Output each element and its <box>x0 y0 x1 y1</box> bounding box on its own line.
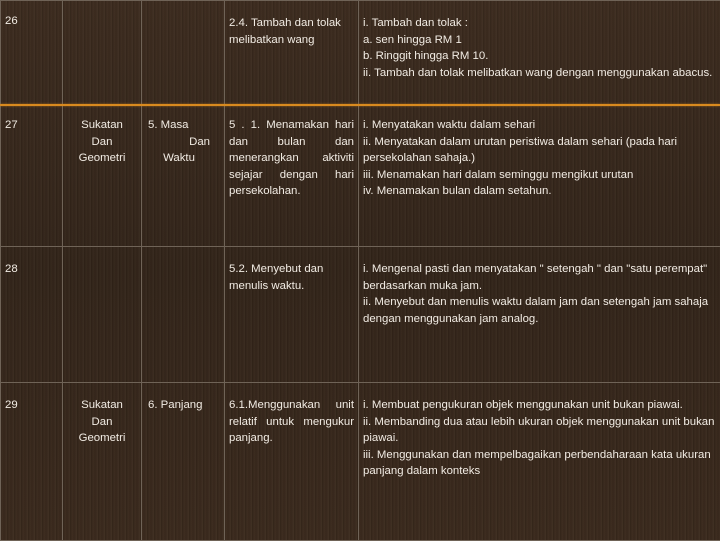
kriteria-line: i. Tambah dan tolak : <box>363 15 716 32</box>
row-number: 26 <box>1 1 63 105</box>
kriteria-line: ii. Tambah dan tolak melibatkan wang dengan menggunakan abacus. <box>363 65 716 82</box>
kriteria-cell <box>359 105 720 247</box>
kriteria-cell <box>359 1 720 105</box>
kriteria-line: b. Ringgit hingga RM 10. <box>363 48 716 65</box>
bidang-line: Dan <box>67 134 137 151</box>
standard-cell <box>225 247 359 383</box>
table-row <box>1 247 720 383</box>
kriteria-cell <box>359 247 720 383</box>
table-row <box>1 383 720 541</box>
kriteria-line: i. Mengenal pasti dan menyatakan " setengah " dan "satu perempat" <box>363 261 716 278</box>
bidang-line: Geometri <box>67 430 137 447</box>
table-row <box>1 105 720 247</box>
tajuk-line: 5. Masa <box>148 117 210 134</box>
row-number: 27 <box>1 105 63 247</box>
table-row <box>1 1 720 105</box>
bidang-line: Dan <box>67 414 137 431</box>
tajuk-cell <box>142 383 225 541</box>
kriteria-line: a. sen hingga RM 1 <box>363 32 716 49</box>
tajuk-cell <box>142 247 225 383</box>
bidang-cell <box>63 383 142 541</box>
standard-cell <box>225 105 359 247</box>
bidang-cell <box>63 1 142 105</box>
tajuk-cell <box>142 1 225 105</box>
accent-divider-line <box>0 104 720 106</box>
row-number: 28 <box>1 247 63 383</box>
kriteria-line: iv. Menamakan bulan dalam setahun. <box>363 183 716 200</box>
row-number: 29 <box>1 383 63 541</box>
standard-cell <box>225 383 359 541</box>
bidang-line: Geometri <box>67 150 137 167</box>
bidang-line: Sukatan <box>67 117 137 134</box>
tajuk-line: Waktu <box>148 150 210 167</box>
kriteria-line: berdasarkan muka jam. <box>363 278 716 295</box>
kriteria-line: iii. Menamakan hari dalam seminggu mengikut urutan <box>363 167 716 184</box>
tajuk-line: 6. Panjang <box>148 397 220 414</box>
kriteria-line: ii. Menyatakan dalam urutan peristiwa dalam sehari (pada hari persekolahan sahaja.) <box>363 134 716 167</box>
bidang-cell <box>63 247 142 383</box>
kriteria-line: dengan menggunakan jam analog. <box>363 311 716 328</box>
kriteria-line: ii. Menyebut dan menulis waktu dalam jam dan setengah jam sahaja <box>363 294 716 311</box>
tajuk-line: Dan <box>148 134 210 151</box>
kriteria-cell <box>359 383 720 541</box>
standard-cell <box>225 1 359 105</box>
tajuk-cell <box>142 105 225 247</box>
standard-text: 2.4. Tambah dan tolak melibatkan wang <box>229 15 354 48</box>
standard-text: 5.2. Menyebut dan menulis waktu. <box>229 261 354 294</box>
bidang-cell <box>63 105 142 247</box>
bidang-line: Sukatan <box>67 397 137 414</box>
kriteria-line: iii. Menggunakan dan mempelbagaikan perbendaharaan kata ukuran panjang dalam konteks <box>363 447 716 480</box>
standard-text: 5 . 1. Menamakan hari dan bulan dan menerangkan aktiviti sejajar dengan hari persekolahan. <box>229 117 354 200</box>
standard-text: 6.1.Menggunakan unit relatif untuk mengukur panjang. <box>229 397 354 447</box>
kriteria-line: i. Menyatakan waktu dalam sehari <box>363 117 716 134</box>
kriteria-line: ii. Membanding dua atau lebih ukuran objek menggunakan unit bukan piawai. <box>363 414 716 447</box>
kriteria-line: i. Membuat pengukuran objek menggunakan unit bukan piawai. <box>363 397 716 414</box>
